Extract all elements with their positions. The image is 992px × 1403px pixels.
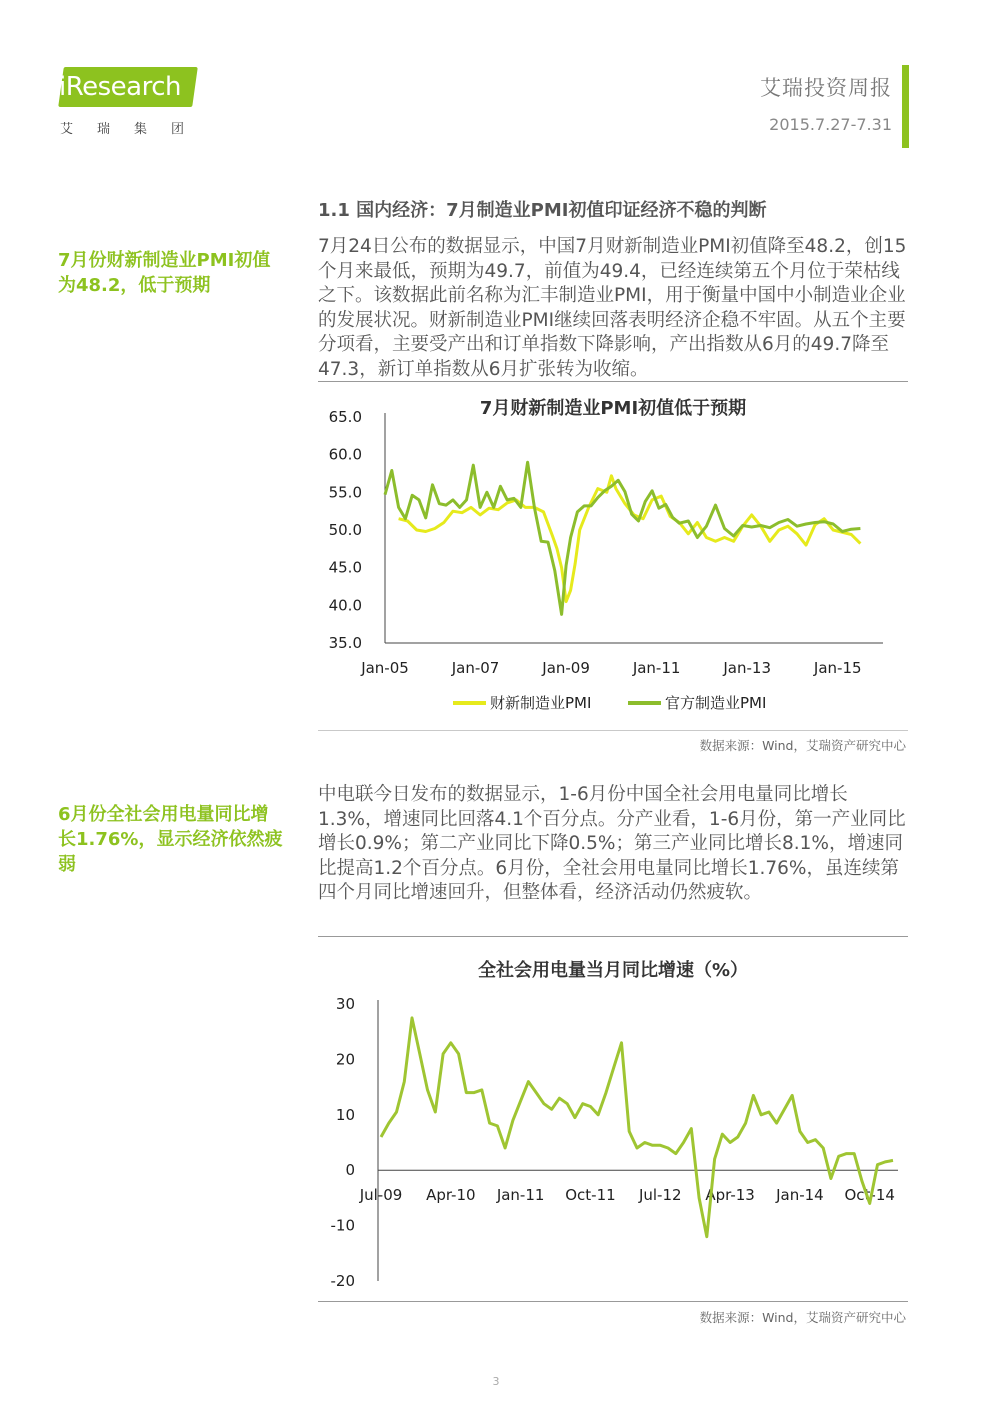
legend-label: 官方制造业PMI <box>665 694 767 712</box>
logo-cn-text: 艾瑞集团 <box>60 122 209 137</box>
y-tick-label: 60.0 <box>328 445 362 464</box>
side-note-electricity: 6月份全社会用电量同比增长1.76%，显示经济依然疲弱 <box>58 804 283 875</box>
paragraph-pmi: 7月24日公布的数据显示，中国7月财新制造业PMI初值降至48.2，创15个月来最低，预期为49.7，前值为49.4，已经连续第五个月位于荣枯线之下。该数据此前名称为汇丰制造业PMI，用于衡量中国中小制造业企业的发展状况。财新制造业PMI继续回落表明经济企稳不牢固。从五个主要分项看，主要受产出和订单指数下降影响，产出指数从6月的49.7降至47.3，新订单指数从6月扩张转为收缩。 <box>318 236 907 380</box>
y-tick-label: 55.0 <box>328 483 362 502</box>
x-tick-label: Oct-14 <box>844 1186 895 1205</box>
pmi-chart <box>318 405 908 720</box>
x-tick-label: Apr-10 <box>426 1186 476 1205</box>
report-title: 艾瑞投资周报 <box>760 76 892 100</box>
electricity-chart <box>318 990 908 1295</box>
x-tick-label: Apr-13 <box>705 1186 755 1205</box>
x-tick-label: Jan-09 <box>542 659 590 677</box>
x-tick-label: Jul-12 <box>638 1186 682 1205</box>
y-tick-label: 65.0 <box>328 408 362 426</box>
y-tick-label: -10 <box>330 1216 355 1235</box>
header-accent-bar <box>902 65 909 148</box>
source-note-pmi: 数据来源：Wind，艾瑞资产研究中心 <box>699 738 906 753</box>
logo-text: iResearch <box>59 72 181 102</box>
y-tick-label: 30 <box>335 995 355 1013</box>
y-tick-label: 20 <box>335 1050 355 1069</box>
x-tick-label: Jan-11 <box>632 659 681 677</box>
x-tick-label: Jan-14 <box>776 1186 824 1205</box>
x-tick-label: Jul-09 <box>359 1186 403 1205</box>
y-tick-label: 40.0 <box>328 596 362 615</box>
divider <box>318 1301 908 1302</box>
section-title: 1.1 国内经济：7月制造业PMI初值印证经济不稳的判断 <box>318 200 767 221</box>
y-tick-label: 10 <box>335 1105 355 1124</box>
page-number: 3 <box>492 1375 500 1388</box>
report-date: 2015.7.27-7.31 <box>769 115 892 134</box>
x-tick-label: Jan-11 <box>496 1186 545 1205</box>
divider <box>318 381 908 382</box>
divider <box>318 936 908 937</box>
x-tick-label: Jan-07 <box>451 659 500 677</box>
y-tick-label: 45.0 <box>328 558 362 577</box>
iresearch-logo <box>55 64 209 144</box>
series-line-official-pmi <box>385 462 860 614</box>
y-tick-label: 35.0 <box>328 634 362 652</box>
y-tick-label: -20 <box>330 1272 355 1290</box>
chart-title-electricity: 全社会用电量当月同比增速（%） <box>477 960 749 981</box>
x-tick-label: Jan-15 <box>813 659 862 677</box>
legend-label: 财新制造业PMI <box>490 694 592 712</box>
y-tick-label: 50.0 <box>328 521 362 539</box>
x-tick-label: Jan-13 <box>723 659 771 677</box>
paragraph-electricity: 中电联今日发布的数据显示，1-6月份中国全社会用电量同比增长1.3%，增速同比回落4.1个百分点。分产业看，1-6月份，第一产业同比增长0.9%；第二产业同比下降0.5%；第三产业同比增长8.1%，增速同比提高1.2个百分点。6月份，全社会用电量同比增长1.76%，虽连续第四个月同比增速回升，但整体看，经济活动仍然疲软。 <box>318 784 906 903</box>
x-tick-label: Oct-11 <box>565 1186 616 1205</box>
side-note-pmi: 7月份财新制造业PMI初值为48.2，低于预期 <box>58 250 271 296</box>
source-note-electricity: 数据来源：Wind，艾瑞资产研究中心 <box>699 1310 906 1325</box>
chart-title-pmi: 7月财新制造业PMI初值低于预期 <box>479 398 747 419</box>
x-tick-label: Jan-05 <box>361 659 409 677</box>
divider <box>318 730 908 731</box>
y-tick-label: 0 <box>345 1161 355 1180</box>
